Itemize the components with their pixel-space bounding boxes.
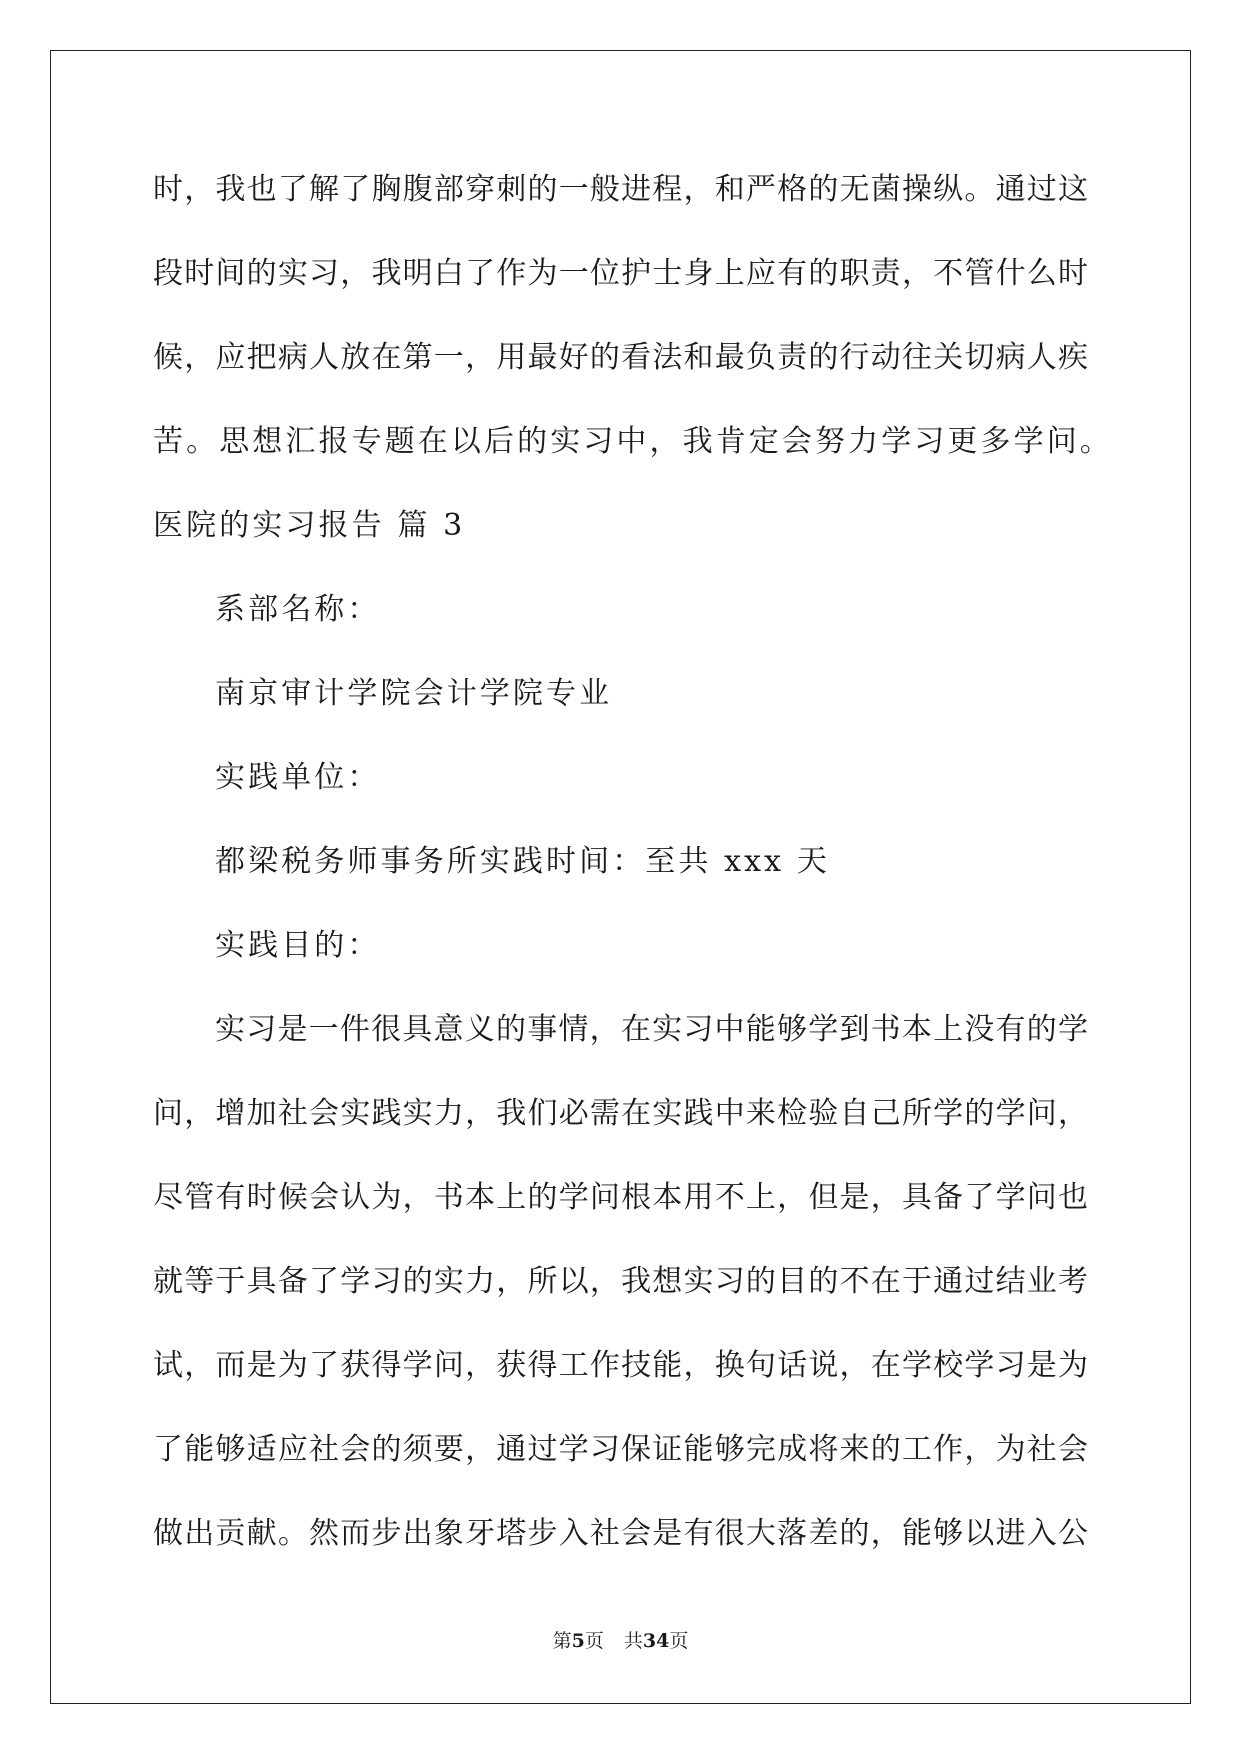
footer-total-suffix: 页 [669,1630,689,1652]
text-line: 实践单位： [215,760,381,795]
text-line: 段时间的实习，我明白了作为一位护士身上应有的职责，不管什么时 [153,256,1088,291]
text-line: 时，我也了解了胸腹部穿刺的一般进程，和严格的无菌操纵。通过这 [153,172,1088,207]
text-line: 问，增加社会实践实力，我们必需在实践中来检验自己所学的学问， [153,1096,1088,1131]
text-line: 系部名称： [215,592,381,627]
text-line: 候，应把病人放在第一，用最好的看法和最负责的行动往关切病人疾 [153,340,1088,375]
footer-total-pages: 34 [642,1630,670,1652]
text-line: 试，而是为了获得学问，获得工作技能，换句话说，在学校学习是为 [153,1348,1088,1383]
document-body [153,165,1113,1593]
text-line: 实践目的： [215,928,381,963]
text-line: 尽管有时候会认为，书本上的学问根本用不上，但是，具备了学问也 [153,1180,1088,1215]
text-line: 苦。思想汇报专题在以后的实习中，我肯定会努力学习更多学问。 [153,424,1113,459]
footer-total-prefix: 共 [623,1630,643,1652]
text-line: 实习是一件很具意义的事情，在实习中能够学到书本上没有的学 [215,1012,1088,1047]
footer-page-suffix: 页 [584,1630,604,1652]
footer-page-prefix: 第 [552,1630,572,1652]
footer-page-number: 5 [571,1630,585,1652]
text-line: 都梁税务师事务所实践时间：至共 xxx 天 [215,844,830,879]
text-line: 了能够适应社会的须要，通过学习保证能够完成将来的工作，为社会 [153,1432,1088,1467]
text-line: 医院的实习报告 篇 3 [153,508,466,543]
page-footer [0,1626,1241,1653]
text-line: 就等于具备了学习的实力，所以，我想实习的目的不在于通过结业考 [153,1264,1088,1299]
text-line: 南京审计学院会计学院专业 [215,676,613,711]
text-line: 做出贡献。然而步出象牙塔步入社会是有很大落差的，能够以进入公 [153,1516,1088,1551]
